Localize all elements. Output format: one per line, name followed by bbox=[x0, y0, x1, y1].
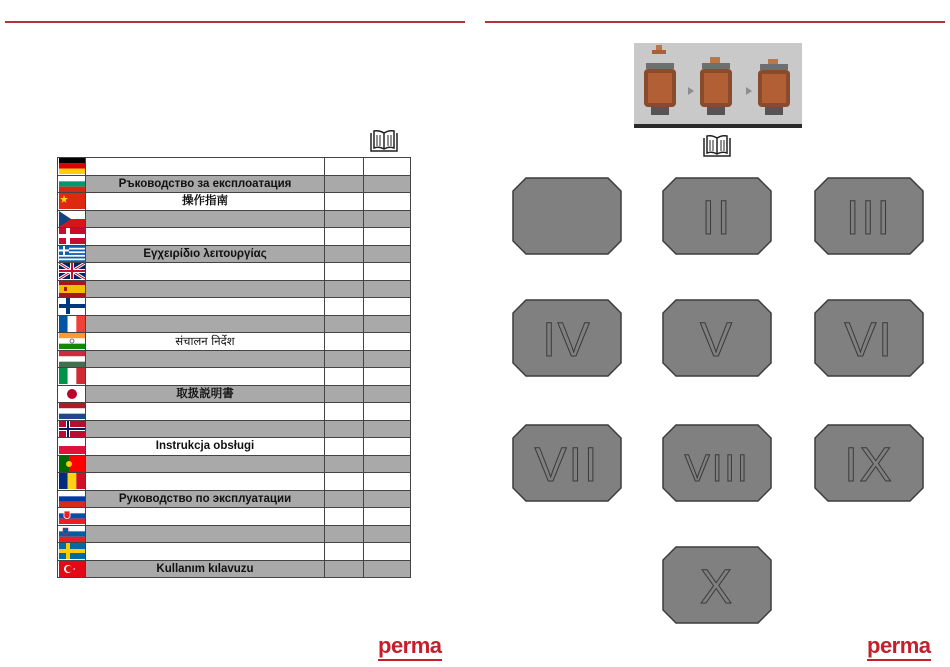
page-cell bbox=[364, 280, 411, 298]
left-page-top-rule bbox=[5, 21, 465, 23]
language-title bbox=[86, 508, 325, 526]
flag-no-icon bbox=[58, 420, 86, 438]
language-title bbox=[86, 403, 325, 421]
roman-numeral-label: IV bbox=[542, 314, 592, 367]
language-title bbox=[86, 420, 325, 438]
flag-cz-icon bbox=[58, 210, 86, 228]
page-cell bbox=[325, 263, 364, 281]
roman-numeral-label: V bbox=[699, 314, 735, 367]
octagon-step bbox=[512, 299, 622, 377]
flag-pl-icon bbox=[58, 438, 86, 456]
page-cell bbox=[364, 490, 411, 508]
page-cell bbox=[325, 560, 364, 578]
flag-bg-icon bbox=[58, 175, 86, 193]
flag-it-icon bbox=[58, 368, 86, 386]
language-row bbox=[58, 350, 411, 368]
page-cell bbox=[364, 193, 411, 211]
flag-es-icon bbox=[58, 280, 86, 298]
right-page-top-rule bbox=[485, 21, 945, 23]
octagon-step bbox=[512, 424, 622, 502]
page-cell bbox=[364, 473, 411, 491]
language-row bbox=[58, 298, 411, 316]
language-table bbox=[57, 157, 411, 578]
perma-logo: perma bbox=[867, 633, 931, 658]
manual-book-icon bbox=[703, 135, 731, 157]
octagon-step bbox=[662, 299, 772, 377]
roman-numeral-label: VIII bbox=[684, 448, 750, 490]
page-cell bbox=[364, 403, 411, 421]
language-title bbox=[86, 350, 325, 368]
language-row bbox=[58, 473, 411, 491]
page-cell bbox=[325, 525, 364, 543]
language-title bbox=[86, 280, 325, 298]
flag-dk-icon bbox=[58, 228, 86, 246]
page-cell bbox=[364, 175, 411, 193]
flag-jp-icon bbox=[58, 385, 86, 403]
flag-in-icon bbox=[58, 333, 86, 351]
language-title: Instrukcja obsługi bbox=[86, 438, 325, 456]
page-cell bbox=[364, 210, 411, 228]
language-row bbox=[58, 245, 411, 263]
roman-numeral-label: III bbox=[845, 192, 893, 245]
page-cell bbox=[325, 315, 364, 333]
language-title bbox=[86, 455, 325, 473]
flag-se-icon bbox=[58, 543, 86, 561]
lubricator-2-icon bbox=[700, 57, 732, 115]
page-cell bbox=[325, 350, 364, 368]
page-cell bbox=[364, 228, 411, 246]
page-cell bbox=[364, 333, 411, 351]
page-cell bbox=[325, 403, 364, 421]
octagon-step bbox=[814, 424, 924, 502]
perma-logo: perma bbox=[378, 633, 442, 658]
language-row bbox=[58, 210, 411, 228]
octagon-step bbox=[662, 177, 772, 255]
page-cell bbox=[325, 490, 364, 508]
page-cell bbox=[325, 158, 364, 176]
flag-gb-icon bbox=[58, 263, 86, 281]
language-row bbox=[58, 228, 411, 246]
language-row bbox=[58, 193, 411, 211]
language-row bbox=[58, 508, 411, 526]
language-row bbox=[58, 543, 411, 561]
page-cell bbox=[325, 368, 364, 386]
flag-cn-icon bbox=[58, 193, 86, 211]
roman-numeral-label: VI bbox=[844, 314, 894, 367]
language-title bbox=[86, 158, 325, 176]
flag-de-icon bbox=[58, 158, 86, 176]
flag-nl-icon bbox=[58, 403, 86, 421]
page-cell bbox=[364, 455, 411, 473]
language-row bbox=[58, 490, 411, 508]
page-cell bbox=[364, 543, 411, 561]
roman-numeral-label: VII bbox=[534, 439, 600, 492]
page-cell bbox=[325, 438, 364, 456]
page-cell bbox=[364, 420, 411, 438]
roman-numeral-label: II bbox=[701, 192, 733, 245]
page-cell bbox=[325, 210, 364, 228]
page-cell bbox=[364, 385, 411, 403]
language-row bbox=[58, 315, 411, 333]
page-cell bbox=[364, 263, 411, 281]
flag-gr-icon bbox=[58, 245, 86, 263]
page-cell bbox=[325, 455, 364, 473]
language-title: Kullanım kılavuzu bbox=[86, 560, 325, 578]
language-row bbox=[58, 438, 411, 456]
flag-ro-icon bbox=[58, 473, 86, 491]
page-cell bbox=[364, 368, 411, 386]
language-title bbox=[86, 525, 325, 543]
language-title bbox=[86, 473, 325, 491]
flag-si-icon bbox=[58, 525, 86, 543]
page-cell bbox=[364, 315, 411, 333]
page-cell bbox=[325, 175, 364, 193]
language-title bbox=[86, 543, 325, 561]
language-title: Ръководство за експлоатация bbox=[86, 175, 325, 193]
page-cell bbox=[364, 298, 411, 316]
manual-book-icon bbox=[370, 130, 398, 152]
language-title: Εγχειρίδιο λειτουργίας bbox=[86, 245, 325, 263]
language-title: Руководство по эксплуатации bbox=[86, 490, 325, 508]
language-row bbox=[58, 385, 411, 403]
page-cell bbox=[325, 508, 364, 526]
page-cell bbox=[364, 158, 411, 176]
octagon-step bbox=[662, 546, 772, 624]
page-cell bbox=[364, 245, 411, 263]
page-cell bbox=[364, 438, 411, 456]
language-row bbox=[58, 263, 411, 281]
lubricator-sequence-graphic bbox=[634, 43, 802, 128]
flag-fr-icon bbox=[58, 315, 86, 333]
page-cell bbox=[325, 420, 364, 438]
flag-tr-icon bbox=[58, 560, 86, 578]
language-title bbox=[86, 263, 325, 281]
page-cell bbox=[325, 228, 364, 246]
page-cell bbox=[325, 543, 364, 561]
language-title bbox=[86, 210, 325, 228]
language-row bbox=[58, 560, 411, 578]
octagon-step bbox=[814, 177, 924, 255]
language-title: संचालन निर्देश bbox=[86, 333, 325, 351]
language-row bbox=[58, 158, 411, 176]
language-row bbox=[58, 420, 411, 438]
lubricator-3-icon bbox=[758, 59, 790, 115]
flag-ru-icon bbox=[58, 490, 86, 508]
page-cell bbox=[325, 245, 364, 263]
language-row bbox=[58, 333, 411, 351]
lubricator-1-icon bbox=[644, 63, 676, 115]
language-title bbox=[86, 228, 325, 246]
page-cell bbox=[325, 385, 364, 403]
page-cell bbox=[364, 508, 411, 526]
language-title bbox=[86, 298, 325, 316]
flag-fi-icon bbox=[58, 298, 86, 316]
roman-numeral-label: IX bbox=[844, 439, 894, 492]
page-cell bbox=[325, 298, 364, 316]
language-row bbox=[58, 368, 411, 386]
octagon-step bbox=[512, 177, 622, 255]
flag-pt-icon bbox=[58, 455, 86, 473]
language-title: 取扱説明書 bbox=[86, 385, 325, 403]
roman-numeral-label: X bbox=[699, 561, 735, 614]
language-title bbox=[86, 368, 325, 386]
language-row bbox=[58, 525, 411, 543]
page-cell bbox=[325, 280, 364, 298]
language-title: 操作指南 bbox=[86, 193, 325, 211]
page-cell bbox=[364, 525, 411, 543]
language-row bbox=[58, 455, 411, 473]
page-cell bbox=[325, 473, 364, 491]
octagon-step bbox=[814, 299, 924, 377]
page-cell bbox=[325, 333, 364, 351]
language-row bbox=[58, 280, 411, 298]
page-cell bbox=[325, 193, 364, 211]
language-row bbox=[58, 175, 411, 193]
flag-sk-icon bbox=[58, 508, 86, 526]
octagon-step bbox=[662, 424, 772, 502]
flag-hu-icon bbox=[58, 350, 86, 368]
page-cell bbox=[364, 560, 411, 578]
language-row bbox=[58, 403, 411, 421]
language-title bbox=[86, 315, 325, 333]
page-cell bbox=[364, 350, 411, 368]
